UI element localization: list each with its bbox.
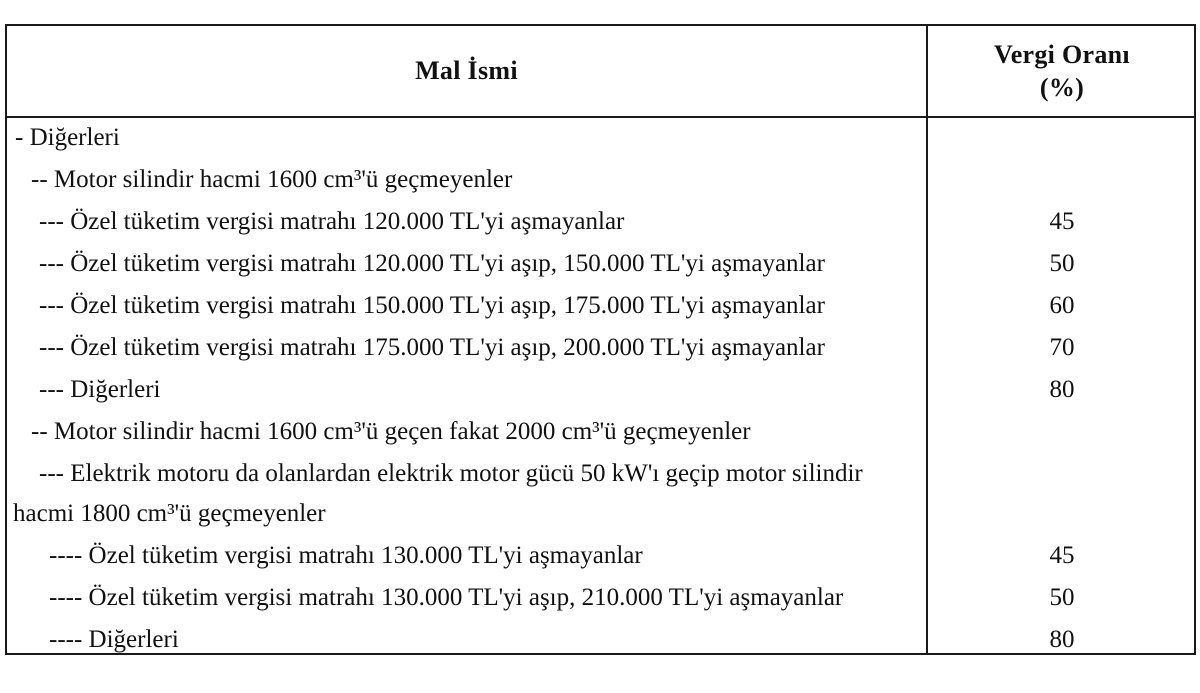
row-goods-label: --- Özel tüketim vergisi matrahı 120.000 TL'yi aşmayanlar <box>39 208 625 235</box>
row-goods-label: --- Elektrik motoru da olanlardan elektrik motor gücü 50 kW'ı geçip motor silindir hacmi 1800 cm³'ü geçmeyenler <box>13 460 869 527</box>
column-header-goods <box>7 26 926 116</box>
row-rate-value: 45 <box>1049 208 1075 235</box>
row-rate-value: 45 <box>1049 542 1075 569</box>
table-header-row <box>7 26 1194 118</box>
row-goods-label: --- Özel tüketim vergisi matrahı 150.000 TL'yi aşıp, 175.000 TL'yi aşmayanlar <box>39 292 825 319</box>
row-rate-value: 60 <box>1049 292 1075 319</box>
column-header-rate <box>928 26 1196 116</box>
row-rate-value: 80 <box>1049 376 1075 403</box>
column-header-rate-label: Vergi Oranı <box>994 39 1130 69</box>
row-goods-label: ---- Özel tüketim vergisi matrahı 130.000 TL'yi aşıp, 210.000 TL'yi aşmayanlar <box>49 584 844 611</box>
row-goods-label: --- Özel tüketim vergisi matrahı 120.000 TL'yi aşıp, 150.000 TL'yi aşmayanlar <box>39 250 825 277</box>
row-rate-value: 50 <box>1049 250 1075 277</box>
row-goods-label: ---- Özel tüketim vergisi matrahı 130.000 TL'yi aşmayanlar <box>49 542 643 569</box>
row-goods-label: --- Diğerleri <box>39 376 161 403</box>
tax-rate-table <box>5 24 1196 655</box>
row-rate-value: 80 <box>1049 626 1075 653</box>
row-rate-value: 70 <box>1049 334 1075 361</box>
row-rate-value: 50 <box>1049 584 1075 611</box>
row-goods-label: -- Motor silindir hacmi 1600 cm³'ü geçen fakat 2000 cm³'ü geçmeyenler <box>31 418 751 445</box>
row-goods-label: --- Özel tüketim vergisi matrahı 175.000 TL'yi aşıp, 200.000 TL'yi aşmayanlar <box>39 334 825 361</box>
row-goods-label: -- Motor silindir hacmi 1600 cm³'ü geçmeyenler <box>31 166 513 193</box>
column-header-rate-unit: (%) <box>1039 73 1085 102</box>
column-header-goods-label: Mal İsmi <box>415 56 518 86</box>
table-body <box>7 118 1194 653</box>
row-goods-label: ---- Diğerleri <box>49 626 179 653</box>
row-goods-label: - Diğerleri <box>15 124 120 151</box>
